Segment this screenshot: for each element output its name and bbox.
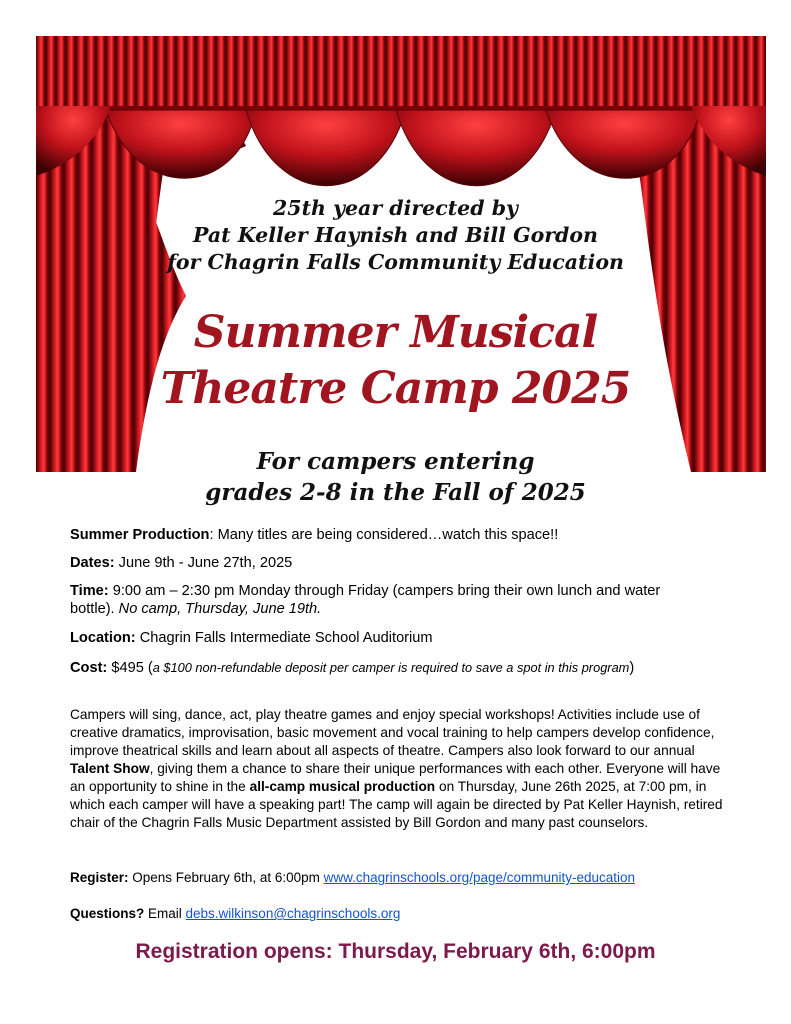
director-line-1: 25th year directed by — [273, 196, 518, 220]
time-label: Time: — [70, 583, 109, 599]
register-link[interactable]: www.chagrinschools.org/page/community-education — [323, 870, 636, 885]
title-line-1: Summer Musical — [193, 307, 598, 358]
register-text: Opens February 6th, at 6:00pm — [128, 870, 324, 885]
time-info — [70, 582, 730, 618]
location-text: Chagrin Falls Intermediate School Auditorium — [135, 630, 433, 646]
production-text: : Many titles are being considered…watch this space!! — [209, 527, 559, 543]
register-label: Register: — [70, 870, 129, 885]
grades-line-2: grades 2-8 in the Fall of 2025 — [205, 479, 586, 506]
description-text-2: , giving them a chance to share their unique performances with each other. Everyone will have an opportunity to shine in the — [70, 761, 721, 794]
director-credits — [0, 195, 791, 276]
production-label: Summer Production — [70, 527, 210, 543]
director-line-2: Pat Keller Haynish and Bill Gordon — [193, 223, 598, 247]
dates-info — [70, 554, 730, 572]
no-camp-note: No camp, Thursday, June 19th. — [118, 601, 322, 617]
description-text-3: on Thursday, June 26th 2025, at 7:00 pm, in which each camper will have a speaking part! The camp will again be directed by Pat Keller Haynish, retired chair of the Chagrin Falls Music Department assisted by Bill Gordon and many past counselors. — [70, 779, 723, 830]
cost-amount: $495 ( — [107, 660, 153, 676]
grades-subtitle — [0, 446, 791, 508]
location-info — [70, 629, 730, 647]
title-line-2: Theatre Camp 2025 — [160, 363, 631, 414]
cost-info — [70, 659, 730, 677]
questions-text: Email — [144, 906, 186, 921]
questions-info — [70, 905, 400, 923]
grades-line-1: For campers entering — [256, 448, 535, 475]
talent-show-highlight: Talent Show — [70, 761, 150, 776]
questions-label: Questions? — [70, 906, 145, 921]
description-text-1: Campers will sing, dance, act, play theatre games and enjoy special workshops! Activities include use of creative dramatics, improvisation, basic movement and vocal training to help campers develop confidence, improve theatrical skills and learn about all aspects of theatre. Campers also look forward to our annual — [70, 707, 715, 758]
dates-text: June 9th - June 27th, 2025 — [114, 555, 293, 571]
email-link[interactable]: debs.wilkinson@chagrinschools.org — [185, 906, 401, 921]
time-text-2: bottle). — [70, 601, 119, 617]
deposit-note: a $100 non-refundable deposit per camper is required to save a spot in this program — [152, 660, 630, 675]
time-text-1: 9:00 am – 2:30 pm Monday through Friday (campers bring their own lunch and water — [108, 583, 661, 599]
registration-banner: Registration opens: Thursday, February 6th, 6:00pm — [135, 940, 656, 963]
musical-production-highlight: all-camp musical production — [249, 779, 436, 794]
camp-title — [0, 305, 791, 417]
production-info — [70, 526, 730, 544]
location-label: Location: — [70, 630, 136, 646]
dates-label: Dates: — [70, 555, 115, 571]
camp-description — [70, 706, 730, 832]
cost-label: Cost: — [70, 660, 108, 676]
director-line-3: for Chagrin Falls Community Education — [167, 250, 624, 274]
register-info — [70, 869, 635, 887]
cost-close: ) — [629, 660, 635, 676]
